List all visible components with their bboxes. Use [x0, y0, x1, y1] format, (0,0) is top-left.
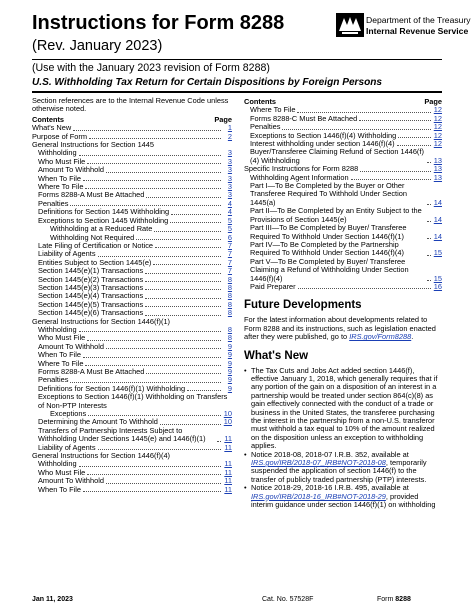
toc-leader-dots: [298, 288, 431, 289]
toc-entry-title: Penalties: [38, 375, 69, 385]
toc-leader-dots: [171, 214, 221, 215]
toc-page-link[interactable]: 3: [227, 148, 232, 158]
toc-leader-dots: [351, 179, 431, 180]
toc-entry-title: Withholding Agent Information: [250, 172, 349, 182]
toc-page-link[interactable]: 11: [224, 476, 232, 486]
toc-entry-title: Penalties: [250, 122, 281, 132]
toc-entry-title: Who Must File: [38, 333, 86, 343]
toc-page-link[interactable]: 8: [227, 282, 232, 292]
toc-leader-dots: [85, 188, 221, 189]
toc-page-link[interactable]: 3: [227, 182, 232, 192]
toc-leader-dots: [160, 424, 221, 425]
bullet-notice-2018-08: [244, 451, 442, 485]
future-developments-text: [244, 316, 442, 341]
toc-entry-title: Forms 8288-A Must Be Attached: [38, 190, 145, 200]
document-subtitle: U.S. Withholding Tax Return for Certain Dispositions by Foreign Persons: [32, 77, 383, 88]
toc-leader-dots: [170, 222, 221, 223]
toc-entry-title: Exceptions to Section 1446(f)(1) Withholding on Transfers of Non-PTP Interests: [38, 392, 228, 410]
irs-eagle-logo-icon: [336, 13, 364, 37]
toc-page-link[interactable]: 9: [227, 358, 232, 368]
toc-leader-dots: [360, 171, 431, 172]
toc-entry-title: Definitions for Section 1446(f)(1) Withholding: [38, 383, 186, 393]
bullet-tcja-text: The Tax Cuts and Jobs Act added section 1446(f), effective January 1, 2018, which generally requires that if any portion of the gain on a disposition of an interest in a partnership would be treated under section 864(c)(8) as gain effectively connected with the conduct of a trade or business in the United States, the transferee purchasing the interest in the partnership from a non-U.S. transferor must withhold a tax equal to 10% of the amount realized on the disposition unless an exception to withholding applies.: [251, 365, 438, 451]
toc-page-link[interactable]: 11: [224, 442, 232, 452]
toc-entry-title: When To File: [38, 484, 81, 494]
toc-entry[interactable]: [244, 258, 442, 283]
toc-page-link[interactable]: 4: [227, 198, 232, 208]
toc-leader-dots: [106, 172, 221, 173]
toc-page-link[interactable]: 12: [433, 105, 442, 115]
toc-page-link[interactable]: 8: [227, 308, 232, 318]
notice-08-text: Notice 2018-08, 2018-07 I.R.B. 352, available at: [251, 449, 409, 459]
toc-list-right: [244, 106, 442, 291]
toc-entry-title: What's New: [32, 123, 72, 133]
toc-entry-title: Part III—To Be Completed by Buyer/ Transferee Required To Withhold Under Section 1446(f)(1): [250, 223, 407, 241]
toc-entry-title: Section 1445(e)(2) Transactions: [38, 274, 144, 284]
toc-entry-title: Amount To Withhold: [38, 165, 105, 175]
toc-entry-title: Withholding Not Required: [50, 232, 135, 242]
toc-page-link[interactable]: 14: [433, 214, 442, 224]
toc-page-link[interactable]: 8: [227, 324, 232, 334]
toc-leader-dots: [83, 491, 221, 492]
toc-entry-title: Paid Preparer: [250, 281, 296, 291]
toc-page-link[interactable]: 8: [227, 299, 232, 309]
toc-page-link[interactable]: 1: [227, 123, 232, 133]
footer-catalog-number: Cat. No. 57528F: [262, 596, 314, 603]
toc-entry-title: Who Must File: [38, 156, 86, 166]
toc-leader-dots: [70, 382, 221, 383]
bullet-icon: •: [244, 449, 247, 459]
toc-leader-dots: [187, 390, 221, 391]
toc-entry-title: Liability of Agents: [38, 442, 96, 452]
toc-page-link[interactable]: 16: [433, 281, 442, 291]
subtitle-rule: [32, 91, 442, 93]
toc-leader-dots: [87, 474, 221, 475]
toc-leader-dots: [106, 483, 221, 484]
toc-page-link[interactable]: 11: [224, 434, 232, 444]
toc-page-link[interactable]: 10: [223, 417, 232, 427]
toc-entry-title: Amount To Withhold: [38, 341, 105, 351]
toc-page-link[interactable]: 12: [433, 139, 442, 149]
toc-entry-title: Where To File: [38, 182, 84, 192]
toc-page-link[interactable]: 14: [433, 231, 442, 241]
toc-page-link[interactable]: 4: [227, 207, 232, 217]
toc-page-link[interactable]: 7: [227, 249, 232, 259]
future-text-end: .: [411, 332, 414, 342]
toc-leader-dots: [70, 205, 221, 206]
toc-entry-title: Section 1445(e)(5) Transactions: [38, 299, 144, 309]
toc-entry-title: When To File: [38, 350, 81, 360]
notice-29-text: Notice 2018-29, 2018-16 I.R.B. 495, available at: [251, 483, 409, 493]
right-column: [244, 97, 442, 509]
toc-list-left: [32, 124, 232, 494]
toc-page-link[interactable]: 6: [227, 232, 232, 242]
toc-page-link[interactable]: 5: [227, 215, 232, 225]
toc-leader-dots: [89, 138, 221, 139]
toc-entry-title: Purpose of Form: [32, 131, 88, 141]
toc-page-link[interactable]: 7: [227, 257, 232, 267]
toc-leader-dots: [427, 221, 431, 222]
toc-page-link[interactable]: 7: [227, 240, 232, 250]
agency-department: Department of the Treasury: [366, 15, 471, 25]
toc-leader-dots: [145, 289, 221, 290]
toc-entry-title: Part V—To Be Completed by Buyer/ Transferee Claiming a Refund of Withholding Under Section 1446(f)(4): [250, 256, 409, 283]
future-text: For the latest information about developments related to Form 8288 and its instructions, such as legislation enacted after they were published, go to: [244, 315, 436, 342]
contents-label: Contents: [32, 114, 65, 124]
toc-entry-title: Withholding: [38, 148, 77, 158]
toc-page-link[interactable]: 2: [227, 131, 232, 141]
toc-entry[interactable]: [244, 241, 442, 258]
toc-entry[interactable]: [32, 393, 232, 410]
toc-entry-title: Transfers of Partnership Interests Subject to Withholding Under Sections 1445(e) and 1446(f)(1): [38, 425, 206, 444]
toc-page-link[interactable]: 11: [224, 459, 232, 469]
toc-entry-title: General Instructions for Section 1445: [32, 140, 155, 150]
notice-29-text-end: , provided interim guidance under section 1446(f)(1) on withholding: [251, 491, 436, 510]
toc-leader-dots: [83, 357, 221, 358]
toc-page-link[interactable]: 9: [227, 383, 232, 393]
toc-leader-dots: [85, 365, 221, 366]
bullet-icon: •: [244, 365, 247, 375]
toc-entry-title: Where To File: [250, 105, 296, 115]
toc-entry[interactable]: [244, 148, 442, 165]
toc-leader-dots: [98, 449, 221, 450]
toc-entry-title: Withholding: [38, 324, 77, 334]
page-label-right: Page: [424, 97, 442, 106]
toc-entry-title: Specific Instructions for Form 8288: [244, 164, 359, 174]
section-references-note: Section references are to the Internal Revenue Code unless otherwise noted.: [32, 96, 229, 114]
contents-label-right: Contents: [244, 97, 277, 106]
toc-entry-title: When To File: [38, 173, 81, 183]
toc-leader-dots: [146, 197, 221, 198]
toc-entry-title: Determining the Amount To Withhold: [38, 417, 158, 427]
toc-leader-dots: [73, 130, 221, 131]
toc-entry-title: Amount To Withhold: [38, 476, 105, 486]
toc-entry-title: Liability of Agents: [38, 249, 96, 259]
toc-page-link[interactable]: 7: [227, 266, 232, 276]
toc-page-link[interactable]: 8: [227, 291, 232, 301]
toc-leader-dots: [146, 373, 221, 374]
footer-date: Jan 11, 2023: [32, 596, 73, 603]
toc-leader-dots: [79, 155, 221, 156]
toc-entry-title: Section 1445(e)(6) Transactions: [38, 308, 144, 318]
toc-leader-dots: [145, 306, 221, 307]
toc-leader-dots: [87, 163, 221, 164]
toc-page-link[interactable]: 12: [433, 122, 442, 132]
toc-leader-dots: [427, 255, 431, 256]
bullet-tcja: [244, 367, 442, 451]
toc-page-link[interactable]: 11: [224, 484, 232, 494]
agency-block: [366, 15, 471, 37]
toc-page-link[interactable]: 12: [433, 130, 442, 140]
toc-leader-dots: [282, 129, 431, 130]
toc-page-link[interactable]: 9: [227, 375, 232, 385]
toc-entry[interactable]: [244, 224, 442, 241]
toc-leader-dots: [136, 239, 221, 240]
toc-leader-dots: [145, 298, 221, 299]
toc-leader-dots: [98, 256, 221, 257]
toc-entry-title: Withholding at a Reduced Rate: [50, 224, 153, 234]
footer-form-label: Form: [377, 596, 396, 603]
bullet-icon: •: [244, 483, 247, 493]
page-label: Page: [214, 114, 232, 124]
toc-entry[interactable]: [244, 207, 442, 224]
document-title: Instructions for Form 8288: [32, 12, 285, 34]
toc-page-link[interactable]: 3: [227, 173, 232, 183]
toc-entry-title: Section 1445(e)(4) Transactions: [38, 291, 144, 301]
toc-entry-title: General Instructions for Section 1446(f)(4): [32, 451, 171, 461]
toc-leader-dots: [427, 162, 431, 163]
toc-page-link[interactable]: 14: [433, 197, 442, 207]
header-rule: [32, 59, 442, 60]
toc-leader-dots: [359, 120, 431, 121]
toc-leader-dots: [87, 340, 221, 341]
toc-entry[interactable]: [32, 427, 232, 444]
revision-date: (Rev. January 2023): [32, 38, 163, 54]
toc-leader-dots: [106, 348, 221, 349]
toc-entry-title: Exceptions: [50, 409, 87, 419]
toc-page-link[interactable]: 3: [227, 190, 232, 200]
toc-page-link[interactable]: 11: [224, 467, 232, 477]
toc-entry-title: Interest withholding under section 1446(f)(4): [250, 139, 395, 149]
toc-leader-dots: [427, 204, 431, 205]
future-developments-heading: Future Developments: [244, 299, 362, 312]
toc-entry-title: Buyer/Transferee Claiming Refund of Section 1446(f)(4) Withholding: [250, 147, 424, 165]
toc-leader-dots: [427, 280, 431, 281]
toc-leader-dots: [154, 231, 221, 232]
footer-form-number: [377, 596, 411, 603]
toc-page-link[interactable]: 8: [227, 274, 232, 284]
toc-page-link[interactable]: 10: [223, 409, 232, 419]
toc-leader-dots: [79, 331, 221, 332]
toc-page-link[interactable]: 3: [227, 156, 232, 166]
toc-entry-title: Penalties: [38, 198, 69, 208]
form8288-link[interactable]: IRS.gov/Form8288: [349, 332, 412, 342]
toc-entry-title: Withholding: [38, 459, 77, 469]
toc-leader-dots: [427, 238, 431, 239]
toc-leader-dots: [88, 415, 221, 416]
toc-page-link[interactable]: 9: [227, 341, 232, 351]
toc-page-link[interactable]: 3: [227, 165, 232, 175]
whats-new-heading: What's New: [244, 349, 309, 362]
notice-08-text-end: , temporarily suspended the application of section 1446(f) to the transfer of publicly traded partnership (PTP) interests.: [251, 458, 427, 484]
toc-page-link[interactable]: 5: [227, 224, 232, 234]
bullet-notice-2018-29: [244, 484, 442, 509]
toc-page-link[interactable]: 8: [227, 333, 232, 343]
toc-leader-dots: [79, 466, 221, 467]
toc-leader-dots: [145, 281, 221, 282]
toc-entry-title: Part IV—To Be Completed by the Partnership Required To Withhold Under Section 1446(f)(4): [250, 239, 404, 258]
toc-page-link[interactable]: 9: [227, 367, 232, 376]
toc-leader-dots: [397, 145, 431, 146]
toc-entry-title: Where To File: [38, 358, 84, 368]
toc-entry-title: Section 1445(e)(3) Transactions: [38, 282, 144, 292]
toc-entry[interactable]: [32, 486, 232, 494]
toc-leader-dots: [217, 441, 221, 442]
use-with-note: (Use with the January 2023 revision of Form 8288): [32, 62, 270, 74]
toc-entry-title: Forms 8288-A Must Be Attached: [38, 367, 145, 376]
toc-page-link[interactable]: 15: [433, 273, 442, 283]
toc-page-link[interactable]: 12: [433, 113, 442, 123]
toc-leader-dots: [155, 247, 221, 248]
toc-leader-dots: [145, 273, 221, 274]
toc-entry-title: Forms 8288-C Must Be Attached: [250, 113, 358, 123]
toc-entry-title: Part I—To Be Completed by the Buyer or Other Transferee Required To Withhold Under Section 1445(a): [250, 181, 407, 207]
toc-page-link[interactable]: 13: [433, 155, 442, 165]
toc-page-link[interactable]: 13: [433, 164, 442, 174]
footer-form-num: 8288: [395, 596, 411, 603]
toc-entry-title: Definitions for Section 1445 Withholding: [38, 207, 170, 217]
toc-entry-title: Exceptions to Section 1445 Withholding: [38, 215, 169, 225]
toc-page-link[interactable]: 15: [433, 248, 442, 258]
toc-entry-title: Late Filing of Certification or Notice: [38, 240, 154, 250]
toc-entry-title: Who Must File: [38, 467, 86, 477]
toc-leader-dots: [297, 112, 431, 113]
toc-leader-dots: [83, 180, 221, 181]
toc-entry[interactable]: [244, 283, 442, 291]
toc-page-link[interactable]: 9: [227, 350, 232, 360]
toc-entry-title: General Instructions for Section 1446(f)(1): [32, 316, 171, 326]
toc-entry-title: Entities Subject to Section 1445(e): [38, 257, 152, 267]
toc-leader-dots: [153, 264, 221, 265]
toc-page-link[interactable]: 13: [433, 172, 442, 182]
toc-entry[interactable]: [244, 182, 442, 207]
toc-leader-dots: [398, 137, 431, 138]
agency-irs: Internal Revenue Service: [366, 26, 469, 36]
toc-leader-dots: [145, 315, 221, 316]
toc-entry-title: Exceptions to Section 1446(f)(4) Withholding: [250, 130, 397, 140]
notice-2018-08-link[interactable]: IRS.gov/IRB/2018-07_IRB#NOT-2018-08: [251, 458, 386, 468]
toc-entry-title: Part II—To Be Completed by an Entity Subject to the Provisions of Section 1445(e): [250, 206, 422, 224]
notice-2018-29-link[interactable]: IRS.gov/IRB/2018-16_IRB#NOT-2018-29: [251, 491, 386, 501]
left-column: [32, 97, 232, 494]
toc-entry-title: Section 1445(e)(1) Transactions: [38, 266, 144, 276]
